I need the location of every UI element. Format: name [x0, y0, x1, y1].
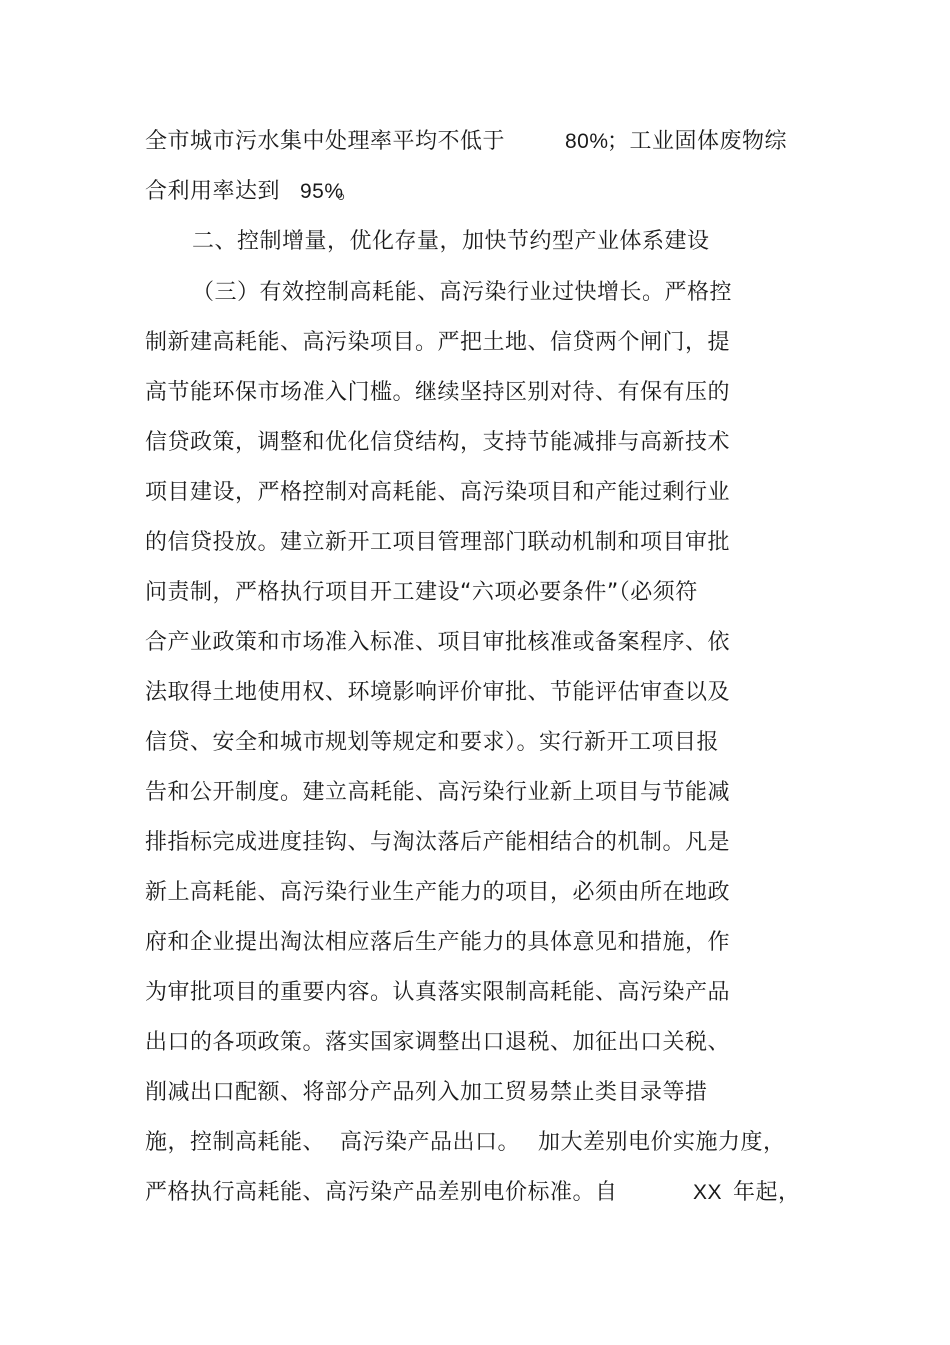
text-segment: 施，控制高耗能、 [145, 1130, 326, 1155]
text-line-15: 排指标完成进度挂钩、与淘汰落后产能相结合的机制。凡是 [145, 830, 731, 855]
section-heading: 二、控制增量，优化存量，加快节约型产业体系建设 [192, 229, 710, 254]
text-line-14: 告和公开制度。建立高耗能、高污染行业新上项目与节能减 [145, 780, 731, 805]
text-segment: 合利用率达到 [145, 179, 281, 204]
text-line-8: 项目建设，严格控制对高耗能、高污染项目和产能过剩行业 [145, 480, 731, 505]
text-line-10: 问责制，严格执行项目开工建设“六项必要条件”（必须符 [145, 580, 698, 605]
text-segment: 全市城市污水集中处理率平均不低于 [145, 129, 506, 154]
text-line-9: 的信贷投放。建立新开工项目管理部门联动机制和项目审批 [145, 530, 731, 555]
text-line-13: 信贷、安全和城市规划等规定和要求）。实行新开工项目报 [145, 730, 720, 755]
percent-value: 80% [565, 130, 609, 153]
subsection-heading: （三）有效控制高耗能、高污染行业过快增长。严格控 [192, 280, 733, 305]
text-line-7: 信贷政策，调整和优化信贷结构，支持节能减排与高新技术 [145, 430, 731, 455]
text-segment: ；工业固体废物综 [607, 129, 788, 154]
percent-value: 95% [300, 180, 344, 203]
text-line-6: 高节能环保市场准入门槛。继续坚持区别对待、有保有压的 [145, 380, 731, 405]
text-line-11: 合产业政策和市场准入标准、项目审批核准或备案程序、依 [145, 630, 731, 655]
text-line-16: 新上高耗能、高污染行业生产能力的项目，必须由所在地政 [145, 880, 731, 905]
text-line-20: 削减出口配额、将部分产品列入加工贸易禁止类目录等措 [145, 1080, 708, 1105]
text-segment: 。 [337, 179, 360, 204]
text-line-5: 制新建高耗能、高污染项目。严把土地、信贷两个闸门，提 [145, 330, 731, 355]
text-segment: 年起， [733, 1180, 801, 1205]
text-segment: 高污染产品出口。 [340, 1130, 521, 1155]
text-line-18: 为审批项目的重要内容。认真落实限制高耗能、高污染产品 [145, 980, 731, 1005]
text-line-17: 府和企业提出淘汰相应落后生产能力的具体意见和措施，作 [145, 930, 731, 955]
text-segment: 加大差别电价实施力度， [538, 1130, 786, 1155]
year-placeholder: XX [693, 1181, 723, 1204]
text-line-19: 出口的各项政策。落实国家调整出口退税、加征出口关税、 [145, 1030, 731, 1055]
text-line-12: 法取得土地使用权、环境影响评价审批、节能评估审查以及 [145, 680, 731, 705]
text-segment: 严格执行高耗能、高污染产品差别电价标准。自 [145, 1180, 618, 1205]
